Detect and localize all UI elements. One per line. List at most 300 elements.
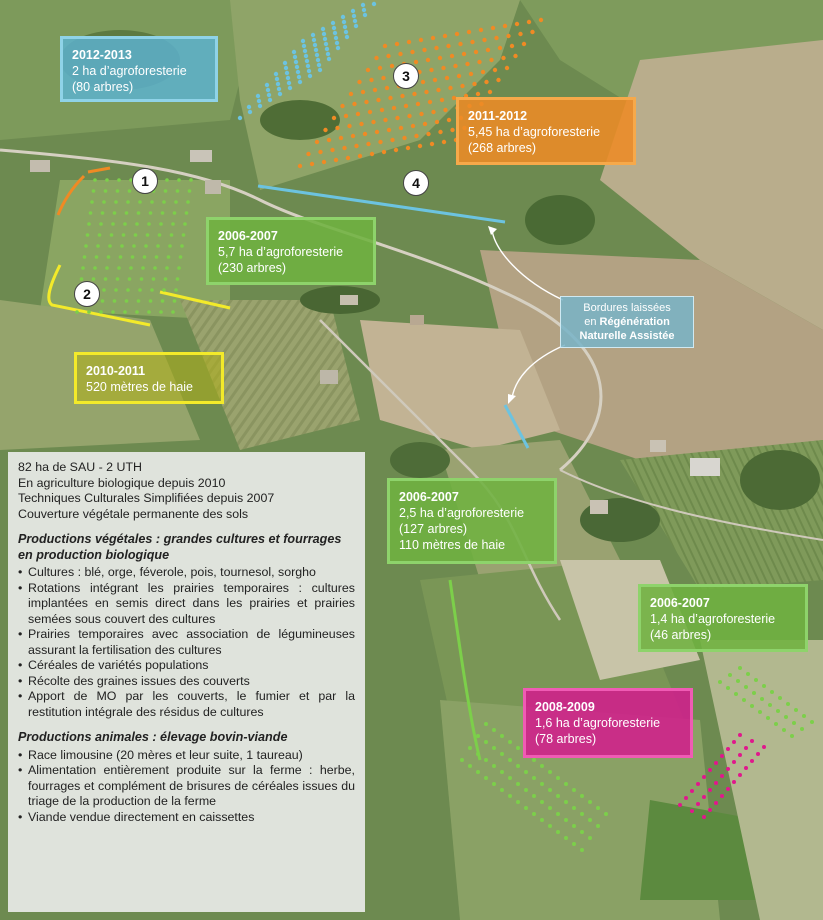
tree-dot-plot-3-cyan (276, 82, 280, 86)
tree-dot-plot-3-cyan (363, 13, 367, 17)
tree-dot-plot-se-green (516, 764, 520, 768)
tree-dot-plot-3-orange (387, 128, 391, 132)
tree-dot-plot-se-green (532, 812, 536, 816)
label-2006-2007-a (206, 217, 376, 285)
tree-dot-plot-1 (165, 178, 169, 182)
tree-dot-plot-3-orange (402, 136, 406, 140)
tree-dot-plot-3-cyan (334, 36, 338, 40)
info-sau: 82 ha de SAU - 2 UTH (18, 460, 142, 474)
tree-dot-plot-3-orange (364, 100, 368, 104)
tree-dot-plot-magenta (714, 801, 718, 805)
label-area: 5,7 ha d’agroforesterie (218, 245, 344, 259)
tree-dot-plot-3-orange (518, 32, 522, 36)
tree-dot-plot-3-orange (412, 92, 416, 96)
tree-dot-plot-3-orange (414, 134, 418, 138)
tree-dot-plot-1 (173, 299, 177, 303)
tree-dot-plot-3-orange (431, 36, 435, 40)
tree-dot-plot-se-green (564, 782, 568, 786)
tree-dot-plot-3-orange (467, 30, 471, 34)
tree-dot-plot-1 (168, 244, 172, 248)
tree-dot-plot-east-green (754, 678, 758, 682)
tree-dot-plot-east-green (758, 710, 762, 714)
tree-dot-plot-3-orange (358, 154, 362, 158)
tree-dot-plot-3-orange (370, 152, 374, 156)
tree-dot-plot-3-orange (359, 122, 363, 126)
tree-dot-plot-magenta (708, 808, 712, 812)
tree-dot-plot-3-cyan (316, 58, 320, 62)
label-hedge: 520 mètres de haie (86, 380, 194, 394)
tree-dot-plot-3-orange (426, 132, 430, 136)
label-area: 5,45 ha d’agroforesterie (468, 125, 601, 139)
tree-dot-plot-3-orange (390, 64, 394, 68)
tree-dot-plot-east-green (784, 715, 788, 719)
tree-dot-plot-east-green (802, 714, 806, 718)
tree-dot-plot-se-green (556, 830, 560, 834)
info-cover: Couverture végétale permanente des sols (18, 506, 249, 521)
tree-dot-plot-magenta (720, 774, 724, 778)
tree-dot-plot-magenta (684, 796, 688, 800)
tree-dot-plot-1 (105, 266, 109, 270)
tree-dot-plot-3-cyan (372, 2, 376, 6)
tree-dot-plot-se-green (572, 842, 576, 846)
tree-dot-plot-3-orange (443, 34, 447, 38)
tree-dot-plot-1 (125, 211, 129, 215)
tree-dot-plot-3-orange (356, 112, 360, 116)
tree-dot-plot-3-orange (407, 114, 411, 118)
tree-dot-plot-3-orange (400, 94, 404, 98)
tree-dot-plot-3-orange (363, 132, 367, 136)
tree-dot-plot-1 (149, 299, 153, 303)
label-area: 1,4 ha d’agroforesterie (650, 612, 776, 626)
tree-dot-plot-1 (153, 266, 157, 270)
tree-dot-plot-1 (177, 178, 181, 182)
tree-dot-plot-east-green (774, 722, 778, 726)
tree-dot-plot-3-orange (335, 126, 339, 130)
tree-dot-plot-3-orange (496, 78, 500, 82)
tree-dot-plot-3-orange (323, 128, 327, 132)
tree-dot-plot-3-orange (368, 110, 372, 114)
tree-dot-plot-3-orange (382, 150, 386, 154)
tree-dot-plot-3-orange (440, 98, 444, 102)
tree-dot-plot-magenta (726, 767, 730, 771)
tree-dot-plot-3-cyan (333, 31, 337, 35)
label-2006-2007-c (638, 584, 808, 652)
tree-dot-plot-east-green (728, 673, 732, 677)
tree-dot-plot-east-green (782, 728, 786, 732)
marker-1: 1 (132, 168, 158, 194)
tree-dot-plot-3-orange (347, 124, 351, 128)
tree-dot-plot-se-green (556, 776, 560, 780)
tree-dot-plot-3-orange (366, 142, 370, 146)
tree-dot-plot-east-green (718, 680, 722, 684)
tree-dot-plot-1 (116, 277, 120, 281)
tree-dot-plot-1 (86, 233, 90, 237)
tree-dot-plot-1 (144, 244, 148, 248)
tree-dot-plot-3-orange (423, 122, 427, 126)
tree-dot-plot-se-green (540, 800, 544, 804)
tree-dot-plot-magenta (726, 747, 730, 751)
tree-dot-plot-3-orange (460, 84, 464, 88)
tree-dot-plot-3-cyan (336, 46, 340, 50)
tree-dot-plot-magenta (696, 782, 700, 786)
tree-dot-plot-se-green (508, 794, 512, 798)
tree-dot-plot-3-orange (376, 98, 380, 102)
veg-item: • Prairies temporaires avec association de légumineuses assurant la fertilisation des cultures (18, 627, 355, 658)
tree-dot-plot-se-green (540, 764, 544, 768)
tree-dot-plot-3-cyan (321, 27, 325, 31)
tree-dot-plot-se-green (516, 746, 520, 750)
veg-item: • Céréales de variétés populations (18, 658, 355, 674)
tree-dot-plot-3-orange (322, 160, 326, 164)
tree-dot-plot-3-orange (318, 150, 322, 154)
tree-dot-plot-3-orange (503, 24, 507, 28)
tree-dot-plot-3-cyan (258, 104, 262, 108)
tree-dot-plot-se-green (596, 806, 600, 810)
tree-dot-plot-3-cyan (308, 74, 312, 78)
tree-dot-plot-3-cyan (312, 38, 316, 42)
tree-dot-plot-3-orange (501, 56, 505, 60)
tree-dot-plot-se-green (548, 788, 552, 792)
tree-dot-plot-east-green (742, 698, 746, 702)
tree-dot-plot-3-orange (470, 40, 474, 44)
tree-dot-plot-1 (167, 255, 171, 259)
tree-dot-plot-east-green (810, 720, 814, 724)
tree-dot-plot-magenta (738, 753, 742, 757)
tree-dot-plot-east-green (794, 708, 798, 712)
tree-dot-plot-se-green (564, 818, 568, 822)
tree-dot-plot-se-green (548, 806, 552, 810)
tree-dot-plot-1 (99, 310, 103, 314)
tree-dot-plot-east-green (778, 696, 782, 700)
tree-dot-plot-magenta (732, 760, 736, 764)
tree-dot-plot-se-green (500, 734, 504, 738)
tree-dot-plot-3-orange (395, 116, 399, 120)
tree-dot-plot-3-cyan (303, 49, 307, 53)
tree-dot-plot-se-green (476, 770, 480, 774)
tree-dot-plot-3-orange (406, 146, 410, 150)
tree-dot-plot-1 (123, 222, 127, 226)
tree-dot-plot-3-orange (310, 162, 314, 166)
tree-dot-plot-3-orange (375, 130, 379, 134)
tree-dot-plot-1 (131, 255, 135, 259)
tree-dot-plot-1 (164, 189, 168, 193)
tree-dot-plot-se-green (508, 776, 512, 780)
tree-dot-plot-3-orange (361, 90, 365, 94)
tree-dot-plot-east-green (770, 690, 774, 694)
tree-dot-plot-1 (150, 200, 154, 204)
tree-dot-plot-1 (104, 277, 108, 281)
tree-dot-plot-3-orange (435, 120, 439, 124)
tree-dot-plot-east-green (750, 704, 754, 708)
tree-dot-plot-east-green (752, 691, 756, 695)
tree-dot-plot-3-orange (472, 82, 476, 86)
label-2012-2013 (60, 36, 218, 102)
tree-dot-plot-1 (170, 233, 174, 237)
label-area: 2,5 ha d’agroforesterie (399, 506, 525, 520)
tree-dot-plot-se-green (484, 722, 488, 726)
tree-dot-plot-3-orange (344, 114, 348, 118)
tree-dot-plot-3-orange (354, 144, 358, 148)
tree-dot-plot-1 (83, 255, 87, 259)
tree-dot-plot-se-green (468, 746, 472, 750)
tree-dot-plot-1 (182, 233, 186, 237)
tree-dot-plot-3-cyan (265, 83, 269, 87)
tree-dot-plot-se-green (604, 812, 608, 816)
tree-dot-plot-se-green (460, 758, 464, 762)
tree-dot-plot-1 (126, 288, 130, 292)
tree-dot-plot-1 (171, 222, 175, 226)
tree-dot-plot-magenta (708, 768, 712, 772)
tree-dot-plot-se-green (564, 800, 568, 804)
tree-dot-plot-1 (92, 277, 96, 281)
tree-dot-plot-3-orange (351, 134, 355, 138)
tree-dot-plot-1 (143, 255, 147, 259)
tree-dot-plot-1 (123, 310, 127, 314)
tree-dot-plot-magenta (756, 752, 760, 756)
tree-dot-plot-3-orange (505, 66, 509, 70)
tree-dot-plot-3-cyan (343, 25, 347, 29)
tree-dot-plot-1 (149, 211, 153, 215)
tree-dot-plot-1 (87, 310, 91, 314)
tree-dot-plot-3-orange (441, 66, 445, 70)
tree-dot-plot-3-cyan (353, 19, 357, 23)
tree-dot-plot-1 (128, 189, 132, 193)
tree-dot-plot-1 (75, 310, 79, 314)
tree-dot-plot-magenta (714, 781, 718, 785)
tree-dot-plot-3-cyan (294, 60, 298, 64)
tree-dot-plot-3-orange (352, 102, 356, 106)
tree-dot-plot-3-orange (386, 54, 390, 58)
tree-dot-plot-3-orange (445, 76, 449, 80)
tree-dot-plot-3-orange (414, 60, 418, 64)
tree-dot-plot-se-green (532, 776, 536, 780)
tree-dot-plot-1 (111, 310, 115, 314)
tree-dot-plot-se-green (588, 818, 592, 822)
tree-dot-plot-se-green (476, 734, 480, 738)
tree-dot-plot-3-orange (418, 144, 422, 148)
tree-dot-plot-1 (176, 277, 180, 281)
tree-dot-plot-3-orange (429, 68, 433, 72)
tree-dot-plot-1 (140, 277, 144, 281)
label-trees: (46 arbres) (650, 628, 712, 642)
tree-dot-plot-1 (125, 299, 129, 303)
tree-dot-plot-3-cyan (313, 43, 317, 47)
tree-dot-plot-1 (102, 288, 106, 292)
tree-dot-plot-3-cyan (288, 86, 292, 90)
tree-dot-plot-1 (117, 178, 121, 182)
veg-list (18, 565, 355, 720)
tree-dot-plot-3-orange (436, 88, 440, 92)
tree-dot-plot-magenta (744, 766, 748, 770)
tree-dot-plot-se-green (484, 776, 488, 780)
tree-dot-plot-3-cyan (352, 14, 356, 18)
label-year: 2010-2011 (86, 364, 146, 378)
tree-dot-plot-3-orange (357, 80, 361, 84)
tree-dot-plot-3-cyan (325, 47, 329, 51)
tree-dot-plot-se-green (588, 800, 592, 804)
tree-dot-plot-3-orange (442, 140, 446, 144)
tree-dot-plot-3-orange (424, 90, 428, 94)
tree-dot-plot-magenta (690, 789, 694, 793)
label-trees: (127 arbres) (399, 522, 468, 536)
tree-dot-plot-3-orange (421, 80, 425, 84)
tree-dot-plot-1 (177, 266, 181, 270)
tree-dot-plot-1 (155, 255, 159, 259)
tree-dot-plot-east-green (744, 685, 748, 689)
tree-dot-plot-1 (93, 266, 97, 270)
tree-dot-plot-3-cyan (307, 69, 311, 73)
rna-note (560, 296, 694, 348)
tree-dot-plot-3-cyan (238, 116, 242, 120)
tree-dot-plot-magenta (678, 803, 682, 807)
tree-dot-plot-3-orange (450, 54, 454, 58)
label-hedge: 110 mètres de haie (399, 538, 506, 552)
tree-dot-plot-3-orange (332, 116, 336, 120)
tree-dot-plot-3-orange (392, 106, 396, 110)
tree-dot-plot-3-orange (380, 108, 384, 112)
note-line-2-prefix: en (584, 316, 600, 328)
marker-3: 3 (393, 63, 419, 89)
tree-dot-plot-1 (84, 244, 88, 248)
tree-dot-plot-1 (137, 211, 141, 215)
tree-dot-plot-3-cyan (297, 75, 301, 79)
tree-dot-plot-1 (113, 299, 117, 303)
tree-dot-plot-3-orange (407, 40, 411, 44)
tree-dot-plot-3-cyan (302, 44, 306, 48)
tree-dot-plot-se-green (540, 782, 544, 786)
tree-dot-plot-3-cyan (335, 41, 339, 45)
tree-dot-plot-1 (188, 189, 192, 193)
note-line-2-bold: Régénération (599, 316, 670, 328)
tree-dot-plot-1 (156, 244, 160, 248)
tree-dot-plot-3-orange (327, 138, 331, 142)
tree-dot-plot-3-orange (371, 120, 375, 124)
tree-dot-plot-3-cyan (362, 8, 366, 12)
tree-dot-plot-1 (159, 222, 163, 226)
tree-dot-plot-3-cyan (257, 99, 261, 103)
tree-dot-plot-3-cyan (304, 54, 308, 58)
tree-dot-plot-3-cyan (247, 105, 251, 109)
tree-dot-plot-east-green (760, 697, 764, 701)
tree-dot-plot-1 (101, 299, 105, 303)
tree-dot-plot-1 (102, 200, 106, 204)
tree-dot-plot-3-orange (527, 20, 531, 24)
tree-dot-plot-1 (129, 266, 133, 270)
tree-dot-plot-1 (164, 277, 168, 281)
tree-dot-plot-se-green (492, 764, 496, 768)
tree-dot-plot-1 (119, 255, 123, 259)
tree-dot-plot-3-cyan (332, 26, 336, 30)
tree-dot-plot-3-orange (366, 68, 370, 72)
tree-dot-plot-1 (98, 233, 102, 237)
tree-dot-plot-se-green (572, 824, 576, 828)
anim-item: • Alimentation entièrement produite sur la ferme : herbe, fourrages et complément de brisures de céréales issues du triage de la production de la ferme (18, 763, 355, 810)
tree-dot-plot-1 (180, 244, 184, 248)
tree-dot-plot-se-green (556, 794, 560, 798)
tree-dot-plot-east-green (786, 702, 790, 706)
tree-dot-plot-3-cyan (317, 63, 321, 67)
tree-dot-plot-3-orange (369, 78, 373, 82)
tree-dot-plot-3-cyan (344, 30, 348, 34)
tree-dot-plot-magenta (702, 795, 706, 799)
tree-dot-plot-se-green (500, 788, 504, 792)
tree-dot-plot-3-orange (298, 164, 302, 168)
tree-dot-plot-se-green (492, 746, 496, 750)
label-year: 2012-2013 (72, 48, 132, 62)
label-year: 2011-2012 (468, 109, 528, 123)
tree-dot-plot-se-green (548, 770, 552, 774)
tree-dot-plot-1 (126, 200, 130, 204)
tree-dot-plot-3-cyan (361, 3, 365, 7)
tree-dot-plot-3-cyan (274, 72, 278, 76)
tree-dot-plot-3-orange (438, 130, 442, 134)
tree-dot-plot-east-green (734, 692, 738, 696)
anim-title: Productions animales : élevage bovin-viande (18, 730, 288, 744)
tree-dot-plot-3-orange (447, 118, 451, 122)
tree-dot-plot-east-green (762, 684, 766, 688)
tree-dot-plot-3-cyan (322, 32, 326, 36)
tree-dot-plot-se-green (580, 830, 584, 834)
tree-dot-plot-3-cyan (306, 64, 310, 68)
tree-dot-plot-3-orange (395, 42, 399, 46)
tree-dot-plot-3-cyan (326, 52, 330, 56)
tree-dot-plot-3-cyan (301, 39, 305, 43)
tree-dot-plot-1 (81, 266, 85, 270)
farm-info-panel (8, 452, 365, 912)
tree-dot-plot-1 (138, 288, 142, 292)
tree-dot-plot-1 (114, 288, 118, 292)
tree-dot-plot-3-cyan (266, 88, 270, 92)
tree-dot-plot-1 (138, 200, 142, 204)
tree-dot-plot-3-cyan (286, 76, 290, 80)
tree-dot-plot-se-green (572, 788, 576, 792)
tree-dot-plot-3-orange (306, 152, 310, 156)
tree-dot-plot-1 (122, 233, 126, 237)
tree-dot-plot-1 (92, 189, 96, 193)
tree-dot-plot-3-orange (374, 56, 378, 60)
tree-dot-plot-east-green (800, 727, 804, 731)
tree-dot-plot-1 (96, 244, 100, 248)
tree-dot-plot-east-green (736, 679, 740, 683)
tree-dot-plot-east-green (792, 721, 796, 725)
tree-dot-plot-east-green (776, 709, 780, 713)
label-year: 2008-2009 (535, 700, 595, 714)
tree-dot-plot-magenta (702, 815, 706, 819)
tree-dot-plot-3-orange (410, 50, 414, 54)
tree-dot-plot-se-green (524, 770, 528, 774)
tree-dot-plot-se-green (476, 752, 480, 756)
tree-dot-plot-3-orange (474, 50, 478, 54)
tree-dot-plot-3-orange (515, 22, 519, 26)
tree-dot-plot-1 (128, 277, 132, 281)
tree-dot-plot-1 (171, 310, 175, 314)
tree-dot-plot-1 (174, 200, 178, 204)
tree-dot-plot-1 (183, 222, 187, 226)
note-line-3: Naturelle Assistée (579, 330, 675, 342)
marker-2: 2 (74, 281, 100, 307)
tree-dot-plot-3-orange (498, 46, 502, 50)
tree-dot-plot-3-cyan (298, 80, 302, 84)
tree-dot-plot-1 (176, 189, 180, 193)
tree-dot-plot-3-orange (330, 148, 334, 152)
tree-dot-plot-3-cyan (248, 110, 252, 114)
tree-dot-plot-1 (161, 299, 165, 303)
tree-dot-plot-3-orange (334, 158, 338, 162)
tree-dot-plot-east-green (746, 672, 750, 676)
tree-dot-plot-3-cyan (323, 37, 327, 41)
tree-dot-plot-3-orange (481, 70, 485, 74)
tree-dot-plot-3-orange (390, 138, 394, 142)
